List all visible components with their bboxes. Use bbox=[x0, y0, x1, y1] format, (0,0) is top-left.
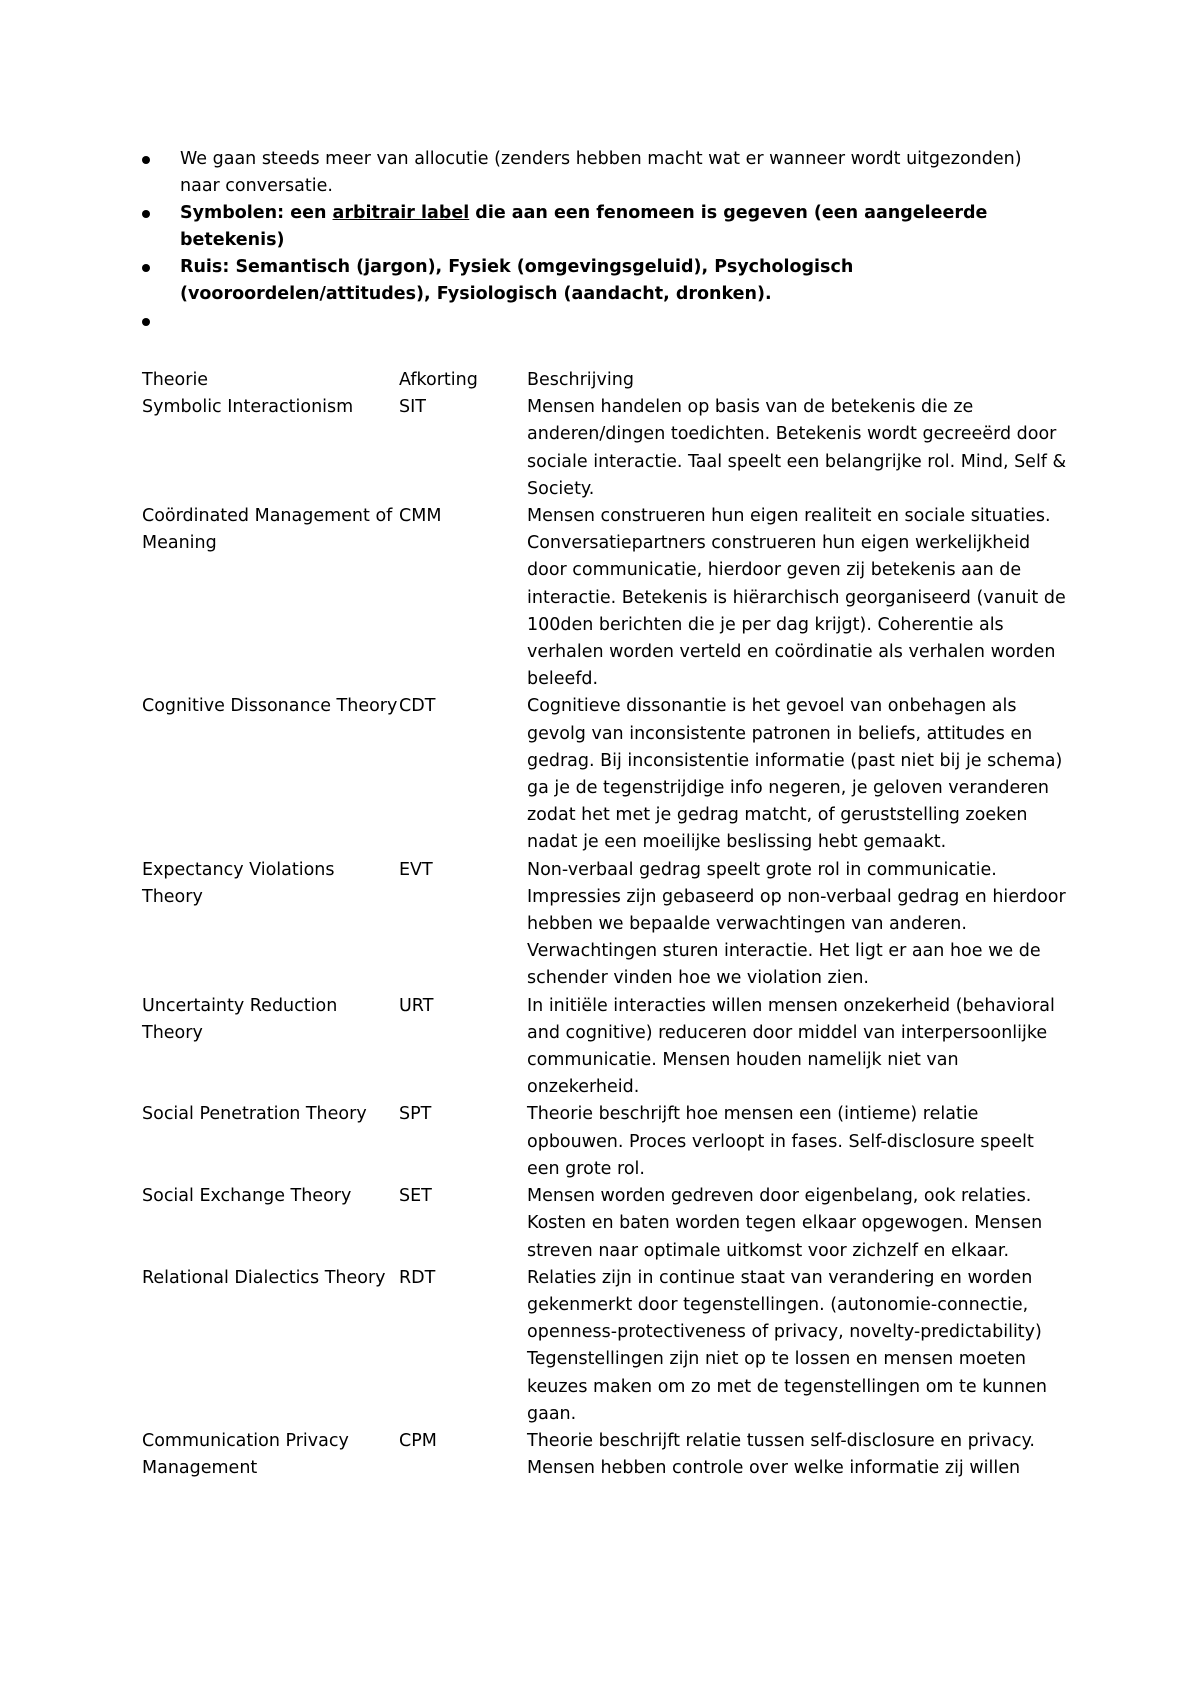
table-header-row bbox=[142, 367, 1072, 394]
theory-name-cell: Relational Dialectics Theory bbox=[142, 1267, 386, 1288]
abbreviation-cell: SPT bbox=[399, 1104, 432, 1125]
theory-name-cell: Coördinated Management of Meaning bbox=[142, 506, 393, 554]
table-row bbox=[142, 1101, 1072, 1183]
header-afkorting: Afkorting bbox=[399, 370, 478, 390]
description-cell: Theorie beschrijft hoe mensen een (intieme) relatie opbouwen. Proces verloopt in fases. Self-disclosure speelt een grote rol. bbox=[527, 1104, 1034, 1179]
underlined-term: arbitrair label bbox=[332, 203, 470, 223]
abbreviation-cell: EVT bbox=[399, 859, 433, 880]
theory-name-cell: Social Penetration Theory bbox=[142, 1104, 367, 1125]
table-row bbox=[142, 394, 1072, 503]
table-row bbox=[142, 993, 1072, 1102]
theory-name-cell: Communication Privacy Management bbox=[142, 1430, 349, 1479]
description-cell: In initiële interacties willen mensen onzekerheid (behavioral and cognitive) reduceren door middel van interpersoonlijke communicatie. Mensen houden namelijk niet van onzekerheid. bbox=[527, 995, 1055, 1098]
header-beschrijving: Beschrijving bbox=[527, 370, 634, 390]
bullet-item-empty bbox=[142, 308, 1052, 335]
table-row bbox=[142, 857, 1072, 993]
theory-name-cell: Symbolic Interactionism bbox=[142, 397, 354, 418]
bullet-item-symbolen bbox=[142, 200, 1052, 254]
description-cell: Theorie beschrijft relatie tussen self-disclosure en privacy. Mensen hebben controle over welke informatie zij willen bbox=[527, 1430, 1035, 1479]
description-cell: Mensen handelen op basis van de betekenis die ze anderen/dingen toedichten. Betekenis wordt gecreeërd door sociale interactie. Taal speelt een belangrijke rol. Mind, Self & Society. bbox=[527, 397, 1067, 499]
theory-name-cell: Expectancy Violations Theory bbox=[142, 859, 335, 907]
bullet-list bbox=[142, 146, 1052, 335]
table-row bbox=[142, 1428, 1072, 1482]
header-theorie: Theorie bbox=[142, 370, 209, 390]
description-cell: Mensen construeren hun eigen realiteit en sociale situaties. Conversatiepartners construeren hun eigen werkelijkheid door communicatie, hierdoor geven zij betekenis aan de interactie. Betekenis is hiërarchisch georganiseerd (vanuit de 100den berichten die je per dag krijgt). Coherentie als verhalen worden verteld en coördinatie als verhalen worden beleefd. bbox=[527, 506, 1066, 690]
description-cell: Relaties zijn in continue staat van verandering en worden gekenmerkt door tegenstellingen. (autonomie-connectie, openness-protectiveness of privacy, novelty-predictability) Tegenstellingen zijn niet op te lossen en mensen moeten keuzes maken om zo met de tegenstellingen om te kunnen gaan. bbox=[527, 1267, 1047, 1424]
bullet-dot-icon bbox=[142, 156, 150, 164]
bullet-item-ruis bbox=[142, 254, 1052, 308]
table-row bbox=[142, 693, 1072, 856]
description-cell: Cognitieve dissonantie is het gevoel van onbehagen als gevolg van inconsistente patronen in beliefs, attitudes en gedrag. Bij inconsistentie informatie (past niet bij je schema) ga je de tegenstrijdige info negeren, je geloven veranderen zodat het met je gedrag matcht, of geruststelling zoeken nadat je een moeilijke beslissing hebt gemaakt. bbox=[527, 696, 1063, 853]
table-row bbox=[142, 1265, 1072, 1428]
description-cell: Non-verbaal gedrag speelt grote rol in communicatie. Impressies zijn gebaseerd op non-verbaal gedrag en hierdoor hebben we bepaalde verwachtingen van anderen. Verwachtingen sturen interactie. Het ligt er aan hoe we de schender vinden hoe we violation zien. bbox=[527, 859, 1066, 989]
abbreviation-cell: CMM bbox=[399, 506, 442, 527]
abbreviation-cell: CDT bbox=[399, 696, 436, 717]
abbreviation-cell: URT bbox=[399, 995, 434, 1016]
theory-name-cell: Cognitive Dissonance Theory bbox=[142, 696, 398, 717]
bullet-text-pre: Symbolen: een bbox=[180, 203, 333, 223]
description-cell: Mensen worden gedreven door eigenbelang, ook relaties. Kosten en baten worden tegen elkaar opgewogen. Mensen streven naar optimale uitkomst voor zichzelf en elkaar. bbox=[527, 1186, 1043, 1261]
bullet-text: Ruis: Semantisch (jargon), Fysiek (omgevingsgeluid), Psychologisch (vooroordelen/attitudes), Fysiologisch (aandacht, dronken). bbox=[180, 257, 854, 304]
theory-table bbox=[142, 367, 1072, 1482]
bullet-dot-icon bbox=[142, 318, 150, 326]
bullet-dot-icon bbox=[142, 264, 150, 272]
table-row bbox=[142, 1183, 1072, 1265]
abbreviation-cell: SET bbox=[399, 1186, 432, 1207]
abbreviation-cell: RDT bbox=[399, 1267, 436, 1288]
bullet-text-post: die aan een fenomeen is gegeven (een aangeleerde betekenis) bbox=[180, 203, 988, 250]
theory-name-cell: Social Exchange Theory bbox=[142, 1186, 352, 1207]
abbreviation-cell: CPM bbox=[399, 1430, 437, 1451]
table-row bbox=[142, 503, 1072, 693]
bullet-text: We gaan steeds meer van allocutie (zenders hebben macht wat er wanneer wordt uitgezonden) naar conversatie. bbox=[180, 149, 1022, 196]
bullet-dot-icon bbox=[142, 210, 150, 218]
theory-name-cell: Uncertainty Reduction Theory bbox=[142, 995, 338, 1043]
bullet-item-allocutie bbox=[142, 146, 1052, 200]
abbreviation-cell: SIT bbox=[399, 397, 426, 418]
